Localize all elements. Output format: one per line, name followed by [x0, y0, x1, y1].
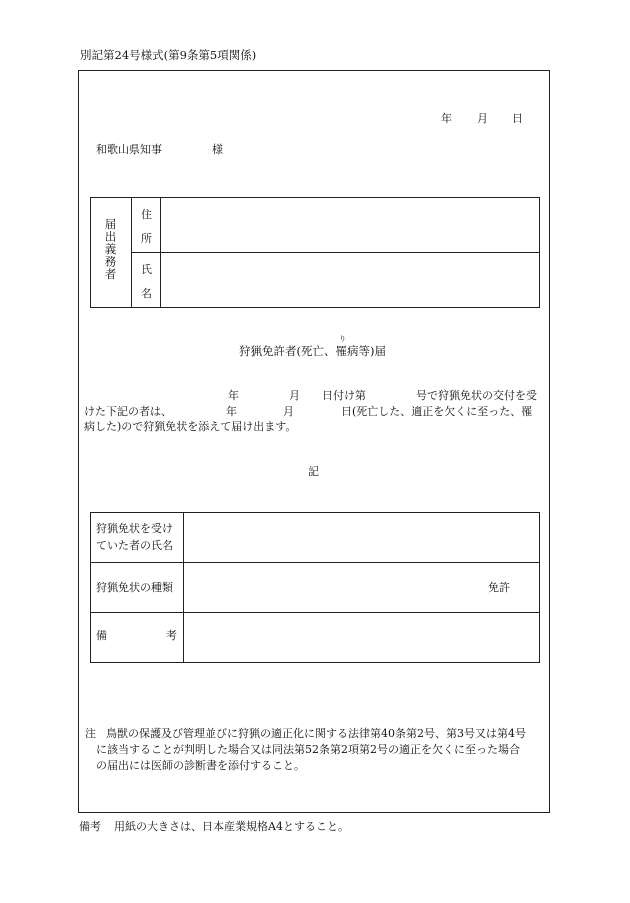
- address-input-area[interactable]: [161, 198, 539, 251]
- remarks-label-1: 備: [96, 629, 107, 642]
- holder-name-label-2: ていた者の氏名: [96, 539, 173, 552]
- body-line1-tail: 号で狩猟免状の交付を受: [416, 389, 537, 402]
- title-ruby: り: [339, 335, 346, 343]
- ki-label: 記: [308, 465, 319, 478]
- body-line2-head: けた下記の者は、: [84, 405, 172, 418]
- addressee-name: 和歌山県知事: [96, 143, 162, 156]
- addressee-honorific: 様: [212, 143, 223, 156]
- holder-name-input-area[interactable]: [184, 513, 539, 561]
- footer-label: 備考: [79, 820, 101, 833]
- date-day-label: 日: [512, 112, 523, 125]
- license-type-input-area[interactable]: [184, 563, 484, 611]
- body-line1-year: 年: [228, 389, 239, 402]
- body-line2-tail: 日(死亡した、適正を欠くに至った、罹: [341, 405, 533, 418]
- body-line2-month: 月: [283, 405, 294, 418]
- holder-name-label-1: 狩猟免状を受け: [96, 522, 173, 535]
- license-type-label: 狩猟免状の種類: [96, 581, 173, 594]
- form-frame: [78, 70, 550, 813]
- name-input-area[interactable]: [161, 253, 539, 307]
- document-title: 狩猟免許者(死亡、罹病等)届: [239, 344, 386, 358]
- note-line2: に該当することが判明した場合又は同法第52条第2項第2号の適正を欠くに至った場合: [96, 743, 520, 756]
- date-month-label: 月: [477, 112, 488, 125]
- footer-text: 用紙の大きさは、日本産業規格A4とすること。: [114, 820, 349, 833]
- date-year-label: 年: [441, 112, 452, 125]
- body-line1-rest: 日付け第: [322, 389, 366, 402]
- note-line3: の届出には医師の診断書を添付すること。: [96, 759, 305, 772]
- body-line3: 病した)ので狩猟免状を添えて届け出ます。: [84, 420, 297, 433]
- form-number: 別記第24号様式(第9条第5項関係): [80, 48, 257, 62]
- license-suffix: 免許: [488, 581, 510, 594]
- name-label-1: 氏: [141, 263, 152, 276]
- body-line1-month: 月: [289, 389, 300, 402]
- remarks-input-area[interactable]: [184, 613, 539, 662]
- notifier-label: 届出義務者: [103, 218, 118, 281]
- address-label-1: 住: [141, 208, 152, 221]
- address-label-2: 所: [141, 232, 152, 245]
- body-line2-year: 年: [226, 405, 237, 418]
- remarks-label-2: 考: [166, 629, 177, 642]
- name-label-2: 名: [141, 287, 152, 300]
- note-line1: 鳥獣の保護及び管理並びに狩猟の適正化に関する法律第40条第2号、第3号又は第4号: [106, 727, 526, 740]
- note-marker: 注: [85, 727, 96, 740]
